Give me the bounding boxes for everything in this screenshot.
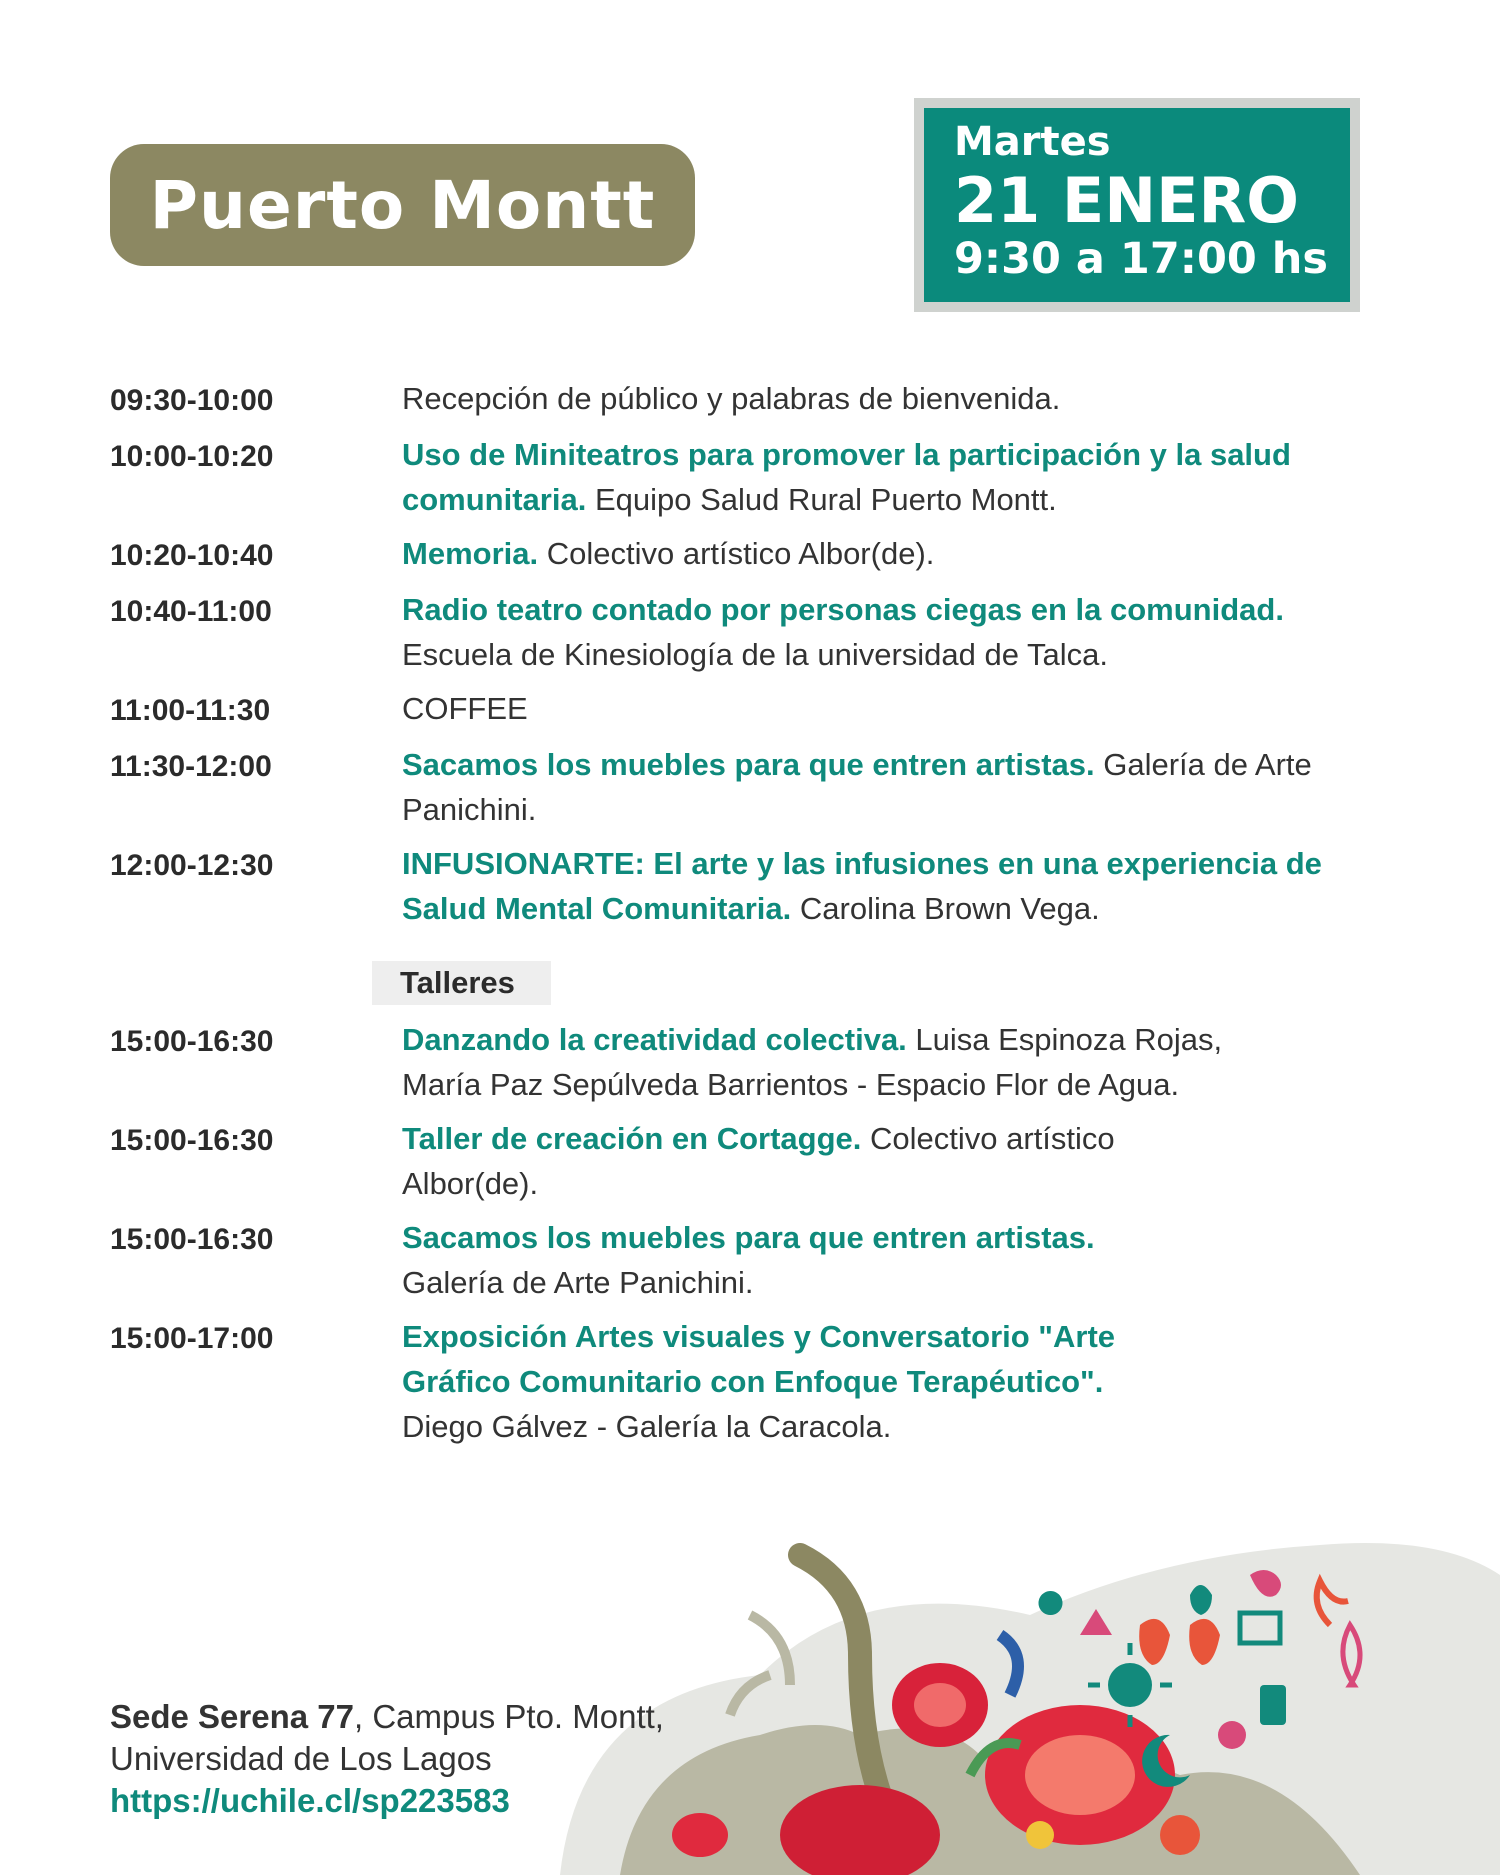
date-box-inner	[924, 108, 1350, 302]
schedule-description	[402, 841, 1402, 931]
program-schedule	[110, 376, 1410, 1449]
university-name: Universidad de Los Lagos	[110, 1740, 492, 1777]
schedule-row	[110, 587, 1410, 677]
session-title: INFUSIONARTE: El arte y las infusiones en una experiencia de Salud Mental Comunitaria.	[402, 846, 1322, 926]
schedule-row	[110, 432, 1410, 522]
session-detail: Equipo Salud Rural Puerto Montt.	[586, 482, 1057, 517]
schedule-row	[110, 742, 1410, 832]
city-title-pill	[110, 144, 695, 266]
venue-name: Sede Serena 77	[110, 1698, 354, 1735]
schedule-time: 09:30-10:00	[110, 384, 274, 417]
workshop-description	[402, 1017, 1302, 1107]
address-line-1	[110, 1696, 664, 1738]
schedule-description	[402, 531, 1402, 578]
session-title: Sacamos los muebles para que entren artistas.	[402, 747, 1095, 782]
schedule-description	[402, 742, 1372, 832]
schedule-row	[110, 531, 1410, 578]
event-link[interactable]: https://uchile.cl/sp223583	[110, 1782, 510, 1819]
session-detail: Galería de Arte Panichini.	[402, 747, 1312, 827]
workshop-description	[402, 1314, 1222, 1449]
event-day: Martes	[954, 119, 1111, 165]
schedule-description	[402, 432, 1332, 522]
workshop-row	[110, 1314, 1410, 1449]
event-date: 21 ENERO	[954, 164, 1299, 237]
schedule-time: 10:20-10:40	[110, 539, 274, 572]
session-title: Memoria.	[402, 536, 539, 571]
schedule-time: 11:30-12:00	[110, 750, 272, 783]
schedule-row	[110, 841, 1410, 931]
decorative-art-illustration	[560, 1535, 1500, 1875]
workshop-time: 15:00-16:30	[110, 1223, 274, 1256]
venue-address	[110, 1696, 664, 1822]
workshop-detail: Luisa Espinoza Rojas, María Paz Sepúlveda Barrientos - Espacio Flor de Agua.	[402, 1022, 1223, 1102]
workshop-row	[110, 1116, 1410, 1206]
workshop-description	[402, 1116, 1222, 1206]
workshop-detail: Galería de Arte Panichini.	[402, 1265, 754, 1300]
campus-name: , Campus Pto. Montt,	[354, 1698, 664, 1735]
workshop-time: 15:00-16:30	[110, 1025, 274, 1058]
city-title: Puerto Montt	[149, 166, 656, 244]
schedule-time: 12:00-12:30	[110, 849, 274, 882]
workshop-row	[110, 1215, 1410, 1305]
session-detail: Colectivo artístico Albor(de).	[538, 536, 935, 571]
schedule-time: 10:00-10:20	[110, 440, 274, 473]
schedule-time: 10:40-11:00	[110, 595, 272, 628]
session-detail: Carolina Brown Vega.	[791, 891, 1100, 926]
schedule-time: 11:00-11:30	[110, 694, 271, 727]
session-detail: COFFEE	[402, 691, 528, 726]
session-title: Uso de Miniteatros para promover la participación y la salud comunitaria.	[402, 437, 1291, 517]
event-hours: 9:30 a 17:00 hs	[954, 234, 1328, 284]
schedule-description	[402, 686, 1402, 733]
schedule-description	[402, 376, 1402, 423]
workshop-detail: Colectivo artístico Albor(de).	[402, 1121, 1115, 1201]
schedule-row	[110, 686, 1410, 733]
workshops-heading: Talleres	[372, 961, 551, 1005]
workshop-title: Danzando la creatividad colectiva.	[402, 1022, 907, 1057]
workshop-detail: Diego Gálvez - Galería la Caracola.	[402, 1409, 892, 1444]
workshop-description	[402, 1215, 1222, 1305]
workshop-row	[110, 1017, 1410, 1107]
workshop-time: 15:00-16:30	[110, 1124, 274, 1157]
session-title: Radio teatro contado por personas ciegas en la comunidad.	[402, 592, 1284, 627]
session-detail: Escuela de Kinesiología de la universidad de Talca.	[402, 637, 1109, 672]
workshop-title: Taller de creación en Cortagge.	[402, 1121, 862, 1156]
schedule-row	[110, 376, 1410, 423]
schedule-description	[402, 587, 1402, 677]
date-box	[914, 98, 1360, 312]
workshop-time: 15:00-17:00	[110, 1322, 274, 1355]
workshop-title: Exposición Artes visuales y Conversatorio "Arte Gráfico Comunitario con Enfoque Terapéutico".	[402, 1319, 1116, 1399]
session-detail: Recepción de público y palabras de bienvenida.	[402, 381, 1061, 416]
workshop-title: Sacamos los muebles para que entren artistas.	[402, 1220, 1095, 1255]
